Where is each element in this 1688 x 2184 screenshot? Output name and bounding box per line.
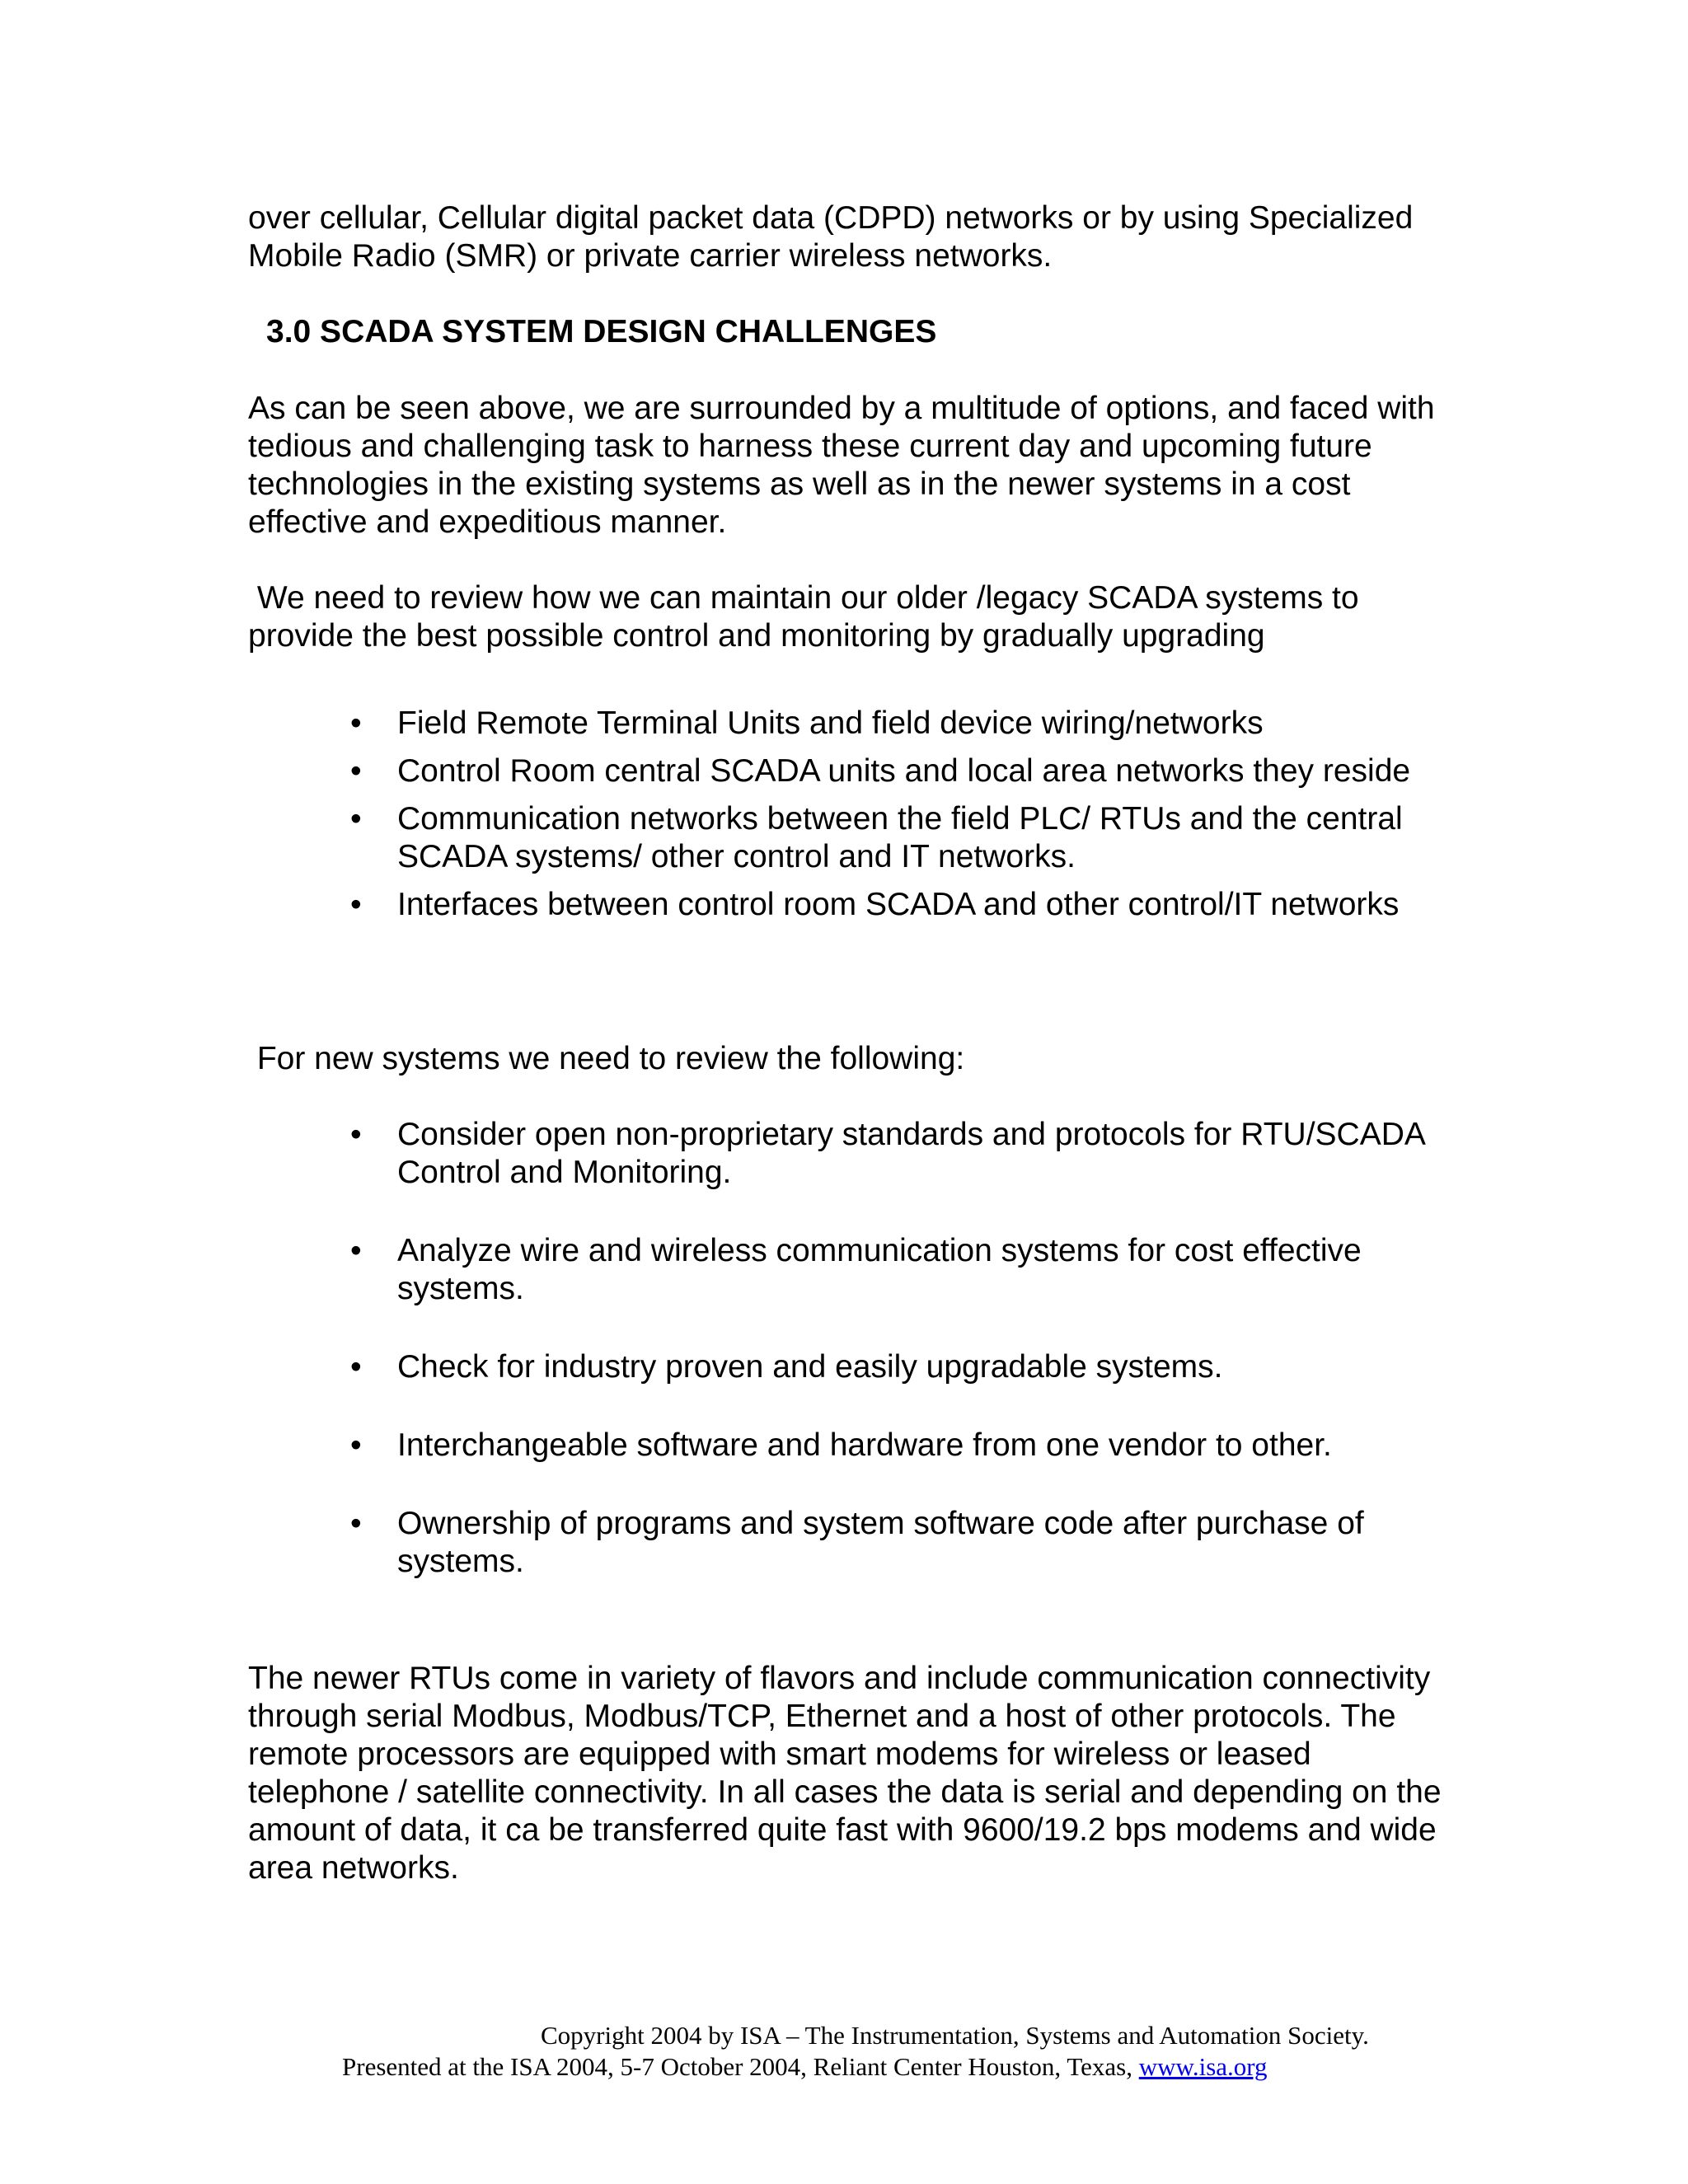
list-item: [0, 752, 1469, 790]
paragraph-options: As can be seen above, we are surrounded by a multitude of options, and faced with tedious and challenging task to harness these current day and upcoming future technologies in the existing systems as well as in the newer systems in a cost effective and expeditious manner.: [248, 391, 1435, 540]
footer-copyright: Copyright 2004 by ISA – The Instrumentation, Systems and Automation Society.: [541, 2021, 1369, 2050]
list-item: [0, 1116, 1469, 1192]
bullet-icon: •: [350, 705, 362, 741]
list-item: [0, 886, 1469, 924]
list-item: [0, 1232, 1469, 1308]
paragraph-newer-rtus: The newer RTUs come in variety of flavors and include communication connectivity through serial Modbus, Modbus/TCP, Ethernet and a host of other protocols. The remote processors are equipped with smart modems for wireless or leased telephone / satellite connectivity. In all cases the data is serial and depending on the amount of data, it ca be transferred quite fast with 9600/19.2 bps modems and wide area networks.: [248, 1661, 1442, 1886]
list-item: [0, 1427, 1469, 1465]
bullet-icon: •: [350, 1427, 362, 1463]
list-item: [0, 705, 1469, 743]
footer-presented: [342, 2052, 1268, 2082]
list-item: [0, 1348, 1469, 1386]
section-heading: 3.0 SCADA SYSTEM DESIGN CHALLENGES: [266, 314, 937, 349]
bullet-icon: •: [350, 801, 362, 837]
intro-paragraph: over cellular, Cellular digital packet data (CDPD) networks or by using Specialized Mobile Radio (SMR) or private carrier wireless networks.: [248, 200, 1414, 274]
bullet-icon: •: [350, 1506, 362, 1541]
list-item-text: Check for industry proven and easily upgradable systems.: [397, 1349, 1223, 1385]
paragraph-new-systems: For new systems we need to review the following:: [248, 1041, 965, 1076]
list-item-text: Ownership of programs and system software code after purchase of systems.: [397, 1506, 1364, 1579]
bullet-icon: •: [350, 1117, 362, 1152]
legacy-upgrade-list: [0, 705, 1688, 924]
footer-presented-text: Presented at the ISA 2004, 5-7 October 2004, Reliant Center Houston, Texas,: [342, 2052, 1139, 2081]
list-item-text: Interchangeable software and hardware from one vendor to other.: [397, 1427, 1332, 1463]
list-item-text: Control Room central SCADA units and local area networks they reside: [397, 753, 1411, 789]
list-item-text: Communication networks between the field PLC/ RTUs and the central SCADA systems/ other control and IT networks.: [397, 801, 1403, 874]
bullet-icon: •: [350, 1233, 362, 1268]
list-item-text: Analyze wire and wireless communication systems for cost effective systems.: [397, 1233, 1362, 1306]
bullet-icon: •: [350, 887, 362, 922]
paragraph-legacy: We need to review how we can maintain our older /legacy SCADA systems to provide the best possible control and monitoring by gradually upgrading: [248, 580, 1368, 654]
list-item: [0, 1505, 1469, 1581]
list-item: [0, 800, 1469, 876]
bullet-icon: •: [350, 753, 362, 789]
list-item-text: Interfaces between control room SCADA and other control/IT networks: [397, 887, 1400, 922]
list-item-text: Field Remote Terminal Units and field device wiring/networks: [397, 705, 1264, 741]
isa-website-link[interactable]: www.isa.org: [1138, 2052, 1268, 2081]
new-systems-list: [0, 1116, 1688, 1581]
list-item-text: Consider open non-proprietary standards and protocols for RTU/SCADA Control and Monitoring.: [397, 1117, 1424, 1190]
bullet-icon: •: [350, 1349, 362, 1385]
